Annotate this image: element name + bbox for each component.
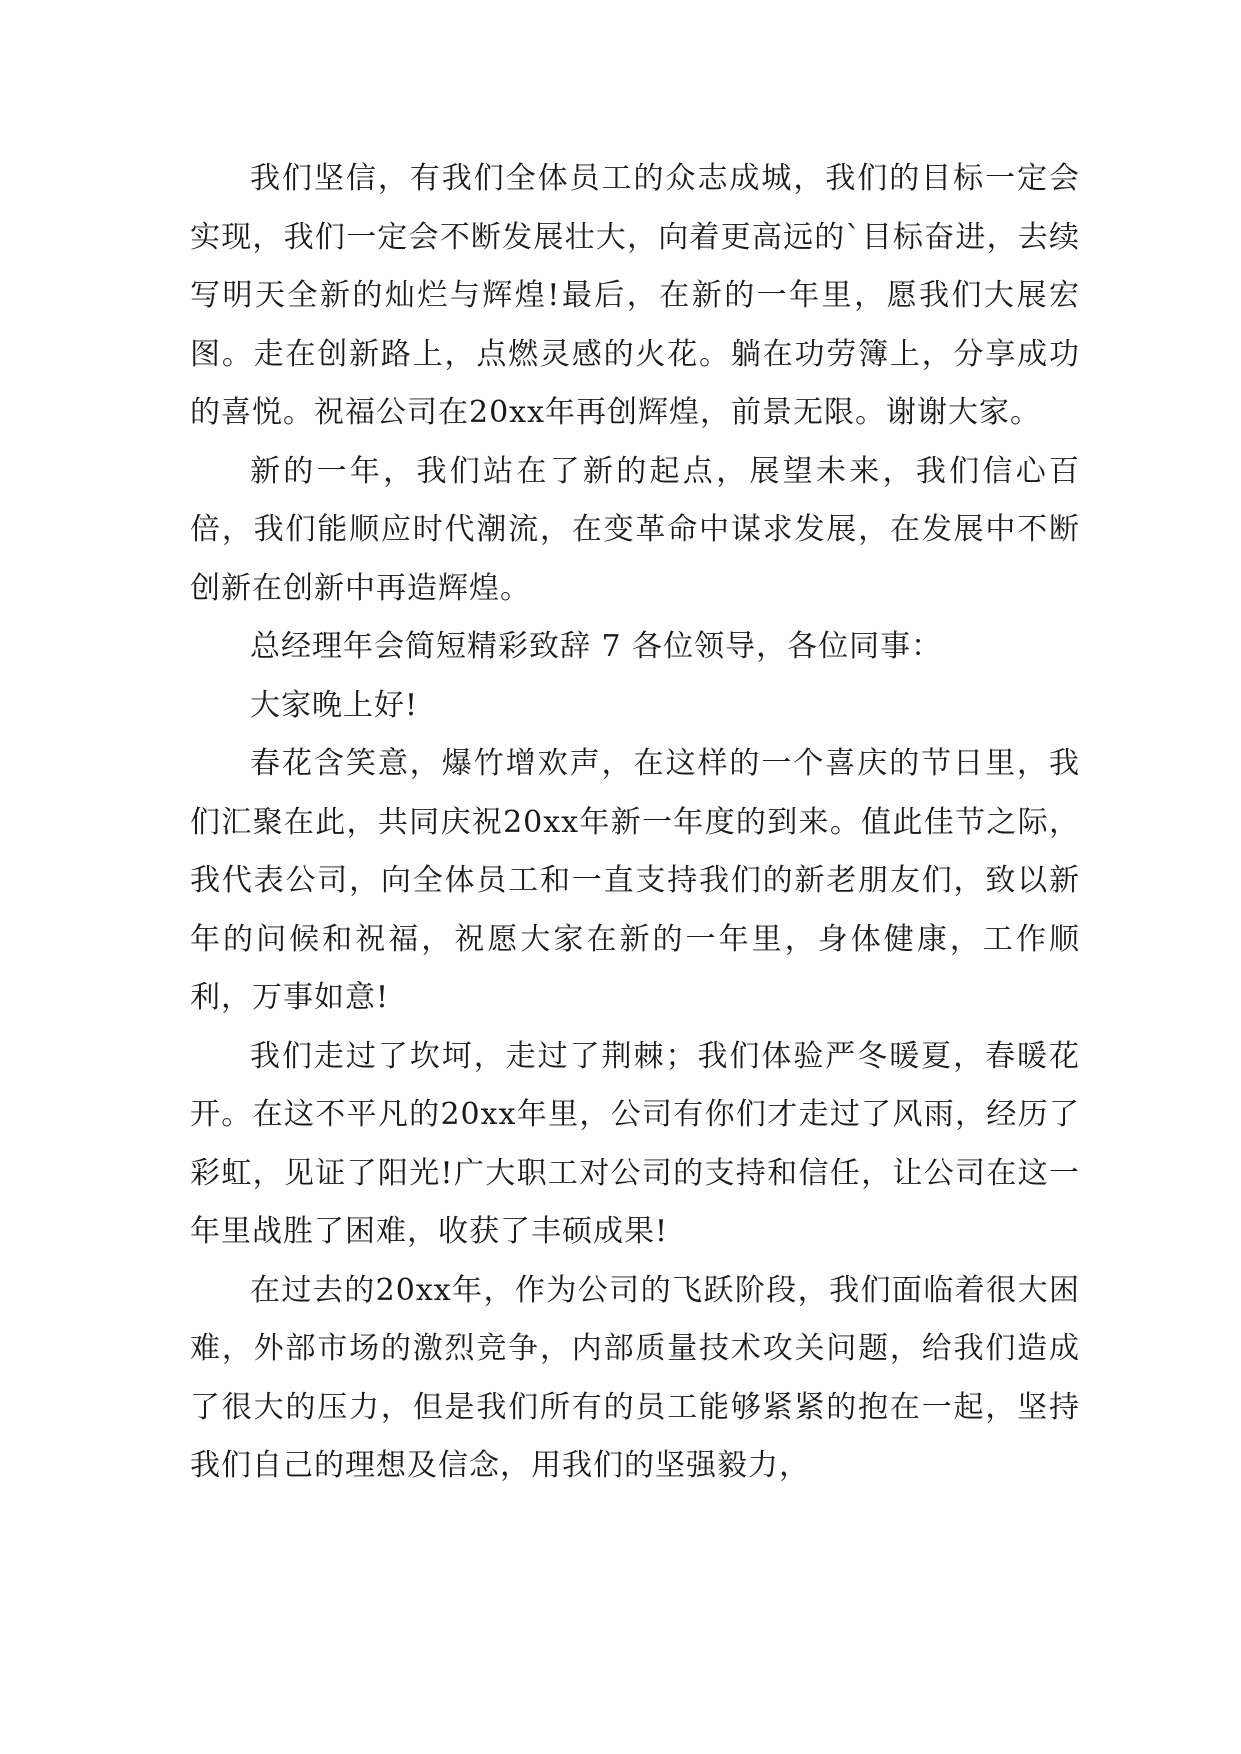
paragraph-celebration: 春花含笑意，爆竹增欢声，在这样的一个喜庆的节日里，我们汇聚在此，共同庆祝20xx年新一年度的到来。值此佳节之际，我代表公司，向全体员工和一直支持我们的新老朋友们，致以新年的问候和祝福，祝愿大家在新的一年里，身体健康，工作顺利，万事如意! [190, 746, 1080, 1015]
speech-heading: 总经理年会简短精彩致辞 7 各位领导，各位同事： [250, 629, 943, 664]
document-body [190, 150, 1080, 1496]
paragraph-closing-wishes: 我们坚信，有我们全体员工的众志成城，我们的目标一定会实现，我们一定会不断发展壮大，向着更高远的`目标奋进，去续写明天全新的灿烂与辉煌!最后，在新的一年里，愿我们大展宏图。走在创新路上，点燃灵感的火花。躺在功劳簿上，分享成功的喜悦。祝福公司在20xx年再创辉煌，前景无限。谢谢大家。 [190, 161, 1080, 430]
paragraph-new-start: 新的一年，我们站在了新的起点，展望未来，我们信心百倍，我们能顺应时代潮流，在变革命中谋求发展，在发展中不断创新在创新中再造辉煌。 [190, 453, 1080, 606]
paragraph-hardships: 我们走过了坎坷，走过了荆棘；我们体验严冬暖夏，春暖花开。在这不平凡的20xx年里，公司有你们才走过了风雨，经历了彩虹，见证了阳光!广大职工对公司的支持和信任，让公司在这一年里战胜了困难，收获了丰硕成果! [190, 1038, 1080, 1249]
greeting-line: 大家晚上好! [250, 687, 419, 723]
paragraph-past-year: 在过去的20xx年，作为公司的飞跃阶段，我们面临着很大困难，外部市场的激烈竞争，内部质量技术攻关问题，给我们造成了很大的压力，但是我们所有的员工能够紧紧的抱在一起，坚持我们自己的理想及信念，用我们的坚强毅力， [190, 1272, 1080, 1483]
